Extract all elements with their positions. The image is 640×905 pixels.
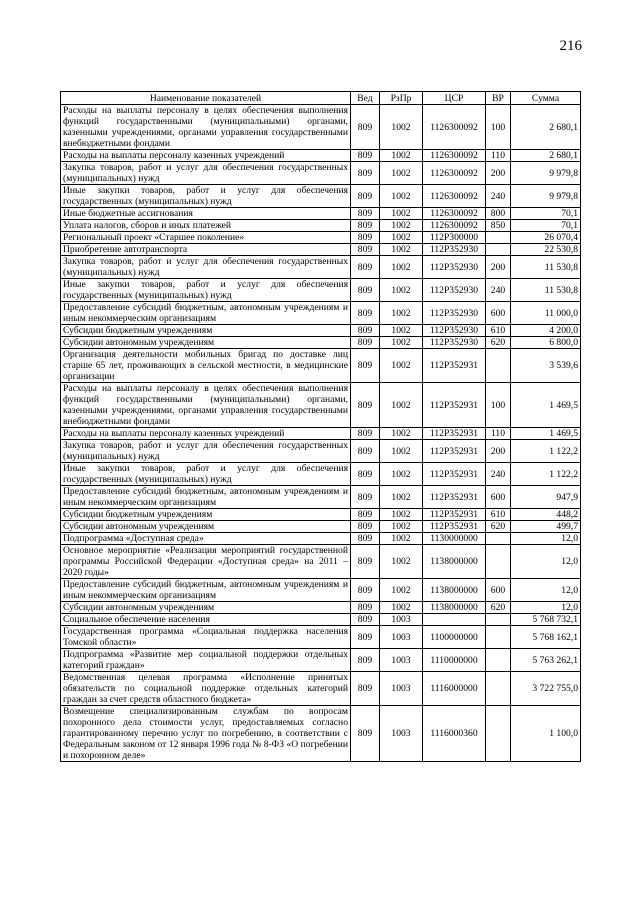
row-name: Ведомственная целевая программа «Исполнение принятых обязательств по социальной поддержке отдельных категорий граждан за счет средств областного бюджета» (61, 672, 351, 706)
row-name: Субсидии автономным учреждениям (61, 602, 351, 614)
row-csr: 1116000000 (423, 672, 486, 706)
row-name: Иные закупки товаров, работ и услуг для обеспечения государственных (муниципальных) нужд (61, 279, 351, 302)
row-sum: 2 680,1 (511, 105, 581, 150)
row-name: Подпрограмма «Развитие мер социальной поддержки отдельных категорий граждан» (61, 649, 351, 672)
row-vr: 600 (486, 579, 511, 602)
row-csr: 1126300092 (423, 185, 486, 208)
row-name: Расходы на выплаты персоналу в целях обеспечения выполнения функций государственными (муниципальными) органами, казенными учреждениями, органами управления государственными внебюджетными фондами (61, 383, 351, 428)
table-row (61, 150, 581, 162)
row-name: Закупка товаров, работ и услуг для обеспечения государственных (муниципальных) нужд (61, 256, 351, 279)
row-rzpr: 1002 (380, 337, 423, 349)
row-ved: 809 (351, 614, 380, 626)
row-sum: 2 680,1 (511, 150, 581, 162)
row-csr: 1126300092 (423, 150, 486, 162)
row-name: Расходы на выплаты персоналу в целях обеспечения выполнения функций государственными (муниципальными) органами, казенными учреждениями, органами управления государственными внебюджетными фондами (61, 105, 351, 150)
row-vr: 620 (486, 337, 511, 349)
row-sum: 9 979,8 (511, 162, 581, 185)
row-rzpr: 1002 (380, 325, 423, 337)
row-rzpr: 1002 (380, 440, 423, 463)
row-rzpr: 1002 (380, 602, 423, 614)
table-row (61, 162, 581, 185)
table-row (61, 463, 581, 486)
table-body (61, 105, 581, 762)
row-ved: 809 (351, 602, 380, 614)
row-rzpr: 1003 (380, 614, 423, 626)
row-ved: 809 (351, 626, 380, 649)
table-row (61, 349, 581, 383)
row-csr: 112P352930 (423, 302, 486, 325)
row-sum: 11 530,8 (511, 256, 581, 279)
row-vr (486, 533, 511, 545)
row-ved: 809 (351, 509, 380, 521)
row-ved: 809 (351, 325, 380, 337)
table-row (61, 185, 581, 208)
row-ved: 809 (351, 649, 380, 672)
row-name: Уплата налогов, сборов и иных платежей (61, 220, 351, 232)
row-sum: 12,0 (511, 533, 581, 545)
row-sum: 6 800,0 (511, 337, 581, 349)
row-rzpr: 1002 (380, 105, 423, 150)
row-csr: 112P352931 (423, 509, 486, 521)
row-ved: 809 (351, 185, 380, 208)
row-ved: 809 (351, 349, 380, 383)
row-sum: 3 722 755,0 (511, 672, 581, 706)
row-name: Закупка товаров, работ и услуг для обеспечения государственных (муниципальных) нужд (61, 162, 351, 185)
table-row (61, 509, 581, 521)
row-ved: 809 (351, 302, 380, 325)
row-sum: 5 763 262,1 (511, 649, 581, 672)
table-row (61, 383, 581, 428)
row-csr: 1138000000 (423, 579, 486, 602)
table-row (61, 602, 581, 614)
row-sum: 70,1 (511, 208, 581, 220)
row-vr (486, 614, 511, 626)
table-row (61, 440, 581, 463)
row-ved: 809 (351, 579, 380, 602)
row-vr: 240 (486, 279, 511, 302)
row-rzpr: 1002 (380, 150, 423, 162)
row-sum: 1 122,2 (511, 463, 581, 486)
row-rzpr: 1002 (380, 486, 423, 509)
row-name: Предоставление субсидий бюджетным, автономным учреждениям и иным некоммерческим организациям (61, 302, 351, 325)
row-vr (486, 626, 511, 649)
table-row (61, 579, 581, 602)
row-vr: 600 (486, 302, 511, 325)
row-ved: 809 (351, 706, 380, 762)
header-vr: ВР (486, 92, 511, 105)
row-ved: 809 (351, 533, 380, 545)
row-sum: 26 070,4 (511, 232, 581, 244)
table-row (61, 220, 581, 232)
row-name: Организация деятельности мобильных бригад по доставке лиц старше 65 лет, проживающих в сельской местности, в медицинские организации (61, 349, 351, 383)
header-ved: Вед (351, 92, 380, 105)
row-rzpr: 1002 (380, 579, 423, 602)
row-csr: 1126300092 (423, 162, 486, 185)
table-row (61, 521, 581, 533)
table-row (61, 337, 581, 349)
table-row (61, 302, 581, 325)
row-ved: 809 (351, 105, 380, 150)
row-vr: 200 (486, 162, 511, 185)
row-csr: 112P352930 (423, 337, 486, 349)
row-sum: 1 100,0 (511, 706, 581, 762)
row-name: Закупка товаров, работ и услуг для обеспечения государственных (муниципальных) нужд (61, 440, 351, 463)
row-sum: 1 469,5 (511, 428, 581, 440)
table-row (61, 256, 581, 279)
row-csr: 112P352931 (423, 428, 486, 440)
row-vr: 110 (486, 150, 511, 162)
header-sum: Сумма (511, 92, 581, 105)
row-csr: 1130000000 (423, 533, 486, 545)
row-rzpr: 1002 (380, 208, 423, 220)
row-vr (486, 244, 511, 256)
row-vr: 610 (486, 509, 511, 521)
row-rzpr: 1002 (380, 185, 423, 208)
row-rzpr: 1002 (380, 463, 423, 486)
row-name: Иные бюджетные ассигнования (61, 208, 351, 220)
row-vr: 100 (486, 105, 511, 150)
row-name: Социальное обеспечение населения (61, 614, 351, 626)
row-name: Субсидии бюджетным учреждениям (61, 325, 351, 337)
row-rzpr: 1002 (380, 220, 423, 232)
table-row (61, 208, 581, 220)
row-ved: 809 (351, 208, 380, 220)
row-name: Государственная программа «Социальная поддержка населения Томской области» (61, 626, 351, 649)
row-csr (423, 614, 486, 626)
table-row (61, 706, 581, 762)
row-ved: 809 (351, 545, 380, 579)
row-csr: 112P352931 (423, 521, 486, 533)
page-number: 216 (559, 38, 582, 54)
row-ved: 809 (351, 256, 380, 279)
row-vr: 200 (486, 440, 511, 463)
row-sum: 70,1 (511, 220, 581, 232)
row-rzpr: 1003 (380, 649, 423, 672)
row-name: Приобретение автотранспорта (61, 244, 351, 256)
row-vr (486, 649, 511, 672)
row-ved: 809 (351, 428, 380, 440)
row-rzpr: 1003 (380, 672, 423, 706)
row-vr: 800 (486, 208, 511, 220)
row-vr: 240 (486, 185, 511, 208)
table-row (61, 428, 581, 440)
row-rzpr: 1002 (380, 162, 423, 185)
row-csr: 112P352931 (423, 383, 486, 428)
row-vr: 240 (486, 463, 511, 486)
row-vr: 620 (486, 602, 511, 614)
row-rzpr: 1002 (380, 383, 423, 428)
table-row (61, 279, 581, 302)
row-name: Подпрограмма «Доступная среда» (61, 533, 351, 545)
row-vr (486, 349, 511, 383)
row-csr: 112P352931 (423, 440, 486, 463)
row-sum: 11 530,8 (511, 279, 581, 302)
row-ved: 809 (351, 232, 380, 244)
row-rzpr: 1002 (380, 244, 423, 256)
row-ved: 809 (351, 150, 380, 162)
row-csr: 112P352931 (423, 463, 486, 486)
header-name: Наименование показателей (61, 92, 351, 105)
table-row (61, 614, 581, 626)
row-sum: 947,9 (511, 486, 581, 509)
row-name: Расходы на выплаты персоналу казенных учреждений (61, 150, 351, 162)
row-vr: 200 (486, 256, 511, 279)
row-csr: 112P352930 (423, 256, 486, 279)
row-sum: 3 539,6 (511, 349, 581, 383)
row-rzpr: 1002 (380, 428, 423, 440)
row-sum: 448,2 (511, 509, 581, 521)
table-row (61, 486, 581, 509)
row-name: Субсидии автономным учреждениям (61, 337, 351, 349)
row-csr: 1100000000 (423, 626, 486, 649)
row-ved: 809 (351, 279, 380, 302)
row-vr: 600 (486, 486, 511, 509)
row-rzpr: 1002 (380, 521, 423, 533)
row-rzpr: 1002 (380, 349, 423, 383)
row-ved: 809 (351, 220, 380, 232)
row-ved: 809 (351, 486, 380, 509)
table-row (61, 626, 581, 649)
row-ved: 809 (351, 337, 380, 349)
row-csr: 1126300092 (423, 220, 486, 232)
row-sum: 4 200,0 (511, 325, 581, 337)
row-sum: 12,0 (511, 579, 581, 602)
row-sum: 11 000,0 (511, 302, 581, 325)
row-name: Расходы на выплаты персоналу казенных учреждений (61, 428, 351, 440)
row-ved: 809 (351, 440, 380, 463)
row-ved: 809 (351, 244, 380, 256)
row-rzpr: 1002 (380, 533, 423, 545)
row-vr: 100 (486, 383, 511, 428)
row-sum: 22 530,8 (511, 244, 581, 256)
row-csr: 1110000000 (423, 649, 486, 672)
row-vr (486, 232, 511, 244)
row-ved: 809 (351, 162, 380, 185)
row-rzpr: 1003 (380, 706, 423, 762)
table-row (61, 649, 581, 672)
row-rzpr: 1002 (380, 279, 423, 302)
row-rzpr: 1002 (380, 509, 423, 521)
row-name: Субсидии бюджетным учреждениям (61, 509, 351, 521)
row-name: Предоставление субсидий бюджетным, автономным учреждениям и иным некоммерческим организациям (61, 486, 351, 509)
row-rzpr: 1002 (380, 232, 423, 244)
row-sum: 1 469,5 (511, 383, 581, 428)
row-csr: 1116000360 (423, 706, 486, 762)
header-csr: ЦСР (423, 92, 486, 105)
row-ved: 809 (351, 463, 380, 486)
table-row (61, 545, 581, 579)
row-csr: 1126300092 (423, 208, 486, 220)
row-sum: 12,0 (511, 545, 581, 579)
budget-table (60, 91, 581, 762)
row-csr: 112P352930 (423, 279, 486, 302)
row-vr (486, 545, 511, 579)
row-csr: 1138000000 (423, 602, 486, 614)
row-rzpr: 1002 (380, 302, 423, 325)
row-sum: 1 122,2 (511, 440, 581, 463)
table-row (61, 325, 581, 337)
row-csr: 112P352931 (423, 349, 486, 383)
header-row (61, 92, 581, 105)
row-sum: 5 768 732,1 (511, 614, 581, 626)
row-rzpr: 1002 (380, 545, 423, 579)
row-sum: 12,0 (511, 602, 581, 614)
row-csr: 1138000000 (423, 545, 486, 579)
row-csr: 112P352931 (423, 486, 486, 509)
row-name: Иные закупки товаров, работ и услуг для обеспечения государственных (муниципальных) нужд (61, 463, 351, 486)
row-sum: 5 768 162,1 (511, 626, 581, 649)
row-name: Иные закупки товаров, работ и услуг для обеспечения государственных (муниципальных) нужд (61, 185, 351, 208)
row-name: Предоставление субсидий бюджетным, автономным учреждениям и иным некоммерческим организациям (61, 579, 351, 602)
row-csr: 1126300092 (423, 105, 486, 150)
table-row (61, 232, 581, 244)
row-ved: 809 (351, 672, 380, 706)
row-name: Возмещение специализированным службам по вопросам похоронного дела стоимости услуг, предоставляемых согласно гарантированному перечню услуг по погребению, в соответствии с Федеральным законом от 12 января 1996 года № 8-ФЗ «О погребении и похоронном деле» (61, 706, 351, 762)
row-vr (486, 672, 511, 706)
row-rzpr: 1002 (380, 256, 423, 279)
row-vr (486, 706, 511, 762)
row-vr: 850 (486, 220, 511, 232)
row-sum: 9 979,8 (511, 185, 581, 208)
row-name: Региональный проект «Старшее поколение» (61, 232, 351, 244)
row-name: Субсидии автономным учреждениям (61, 521, 351, 533)
table-row (61, 533, 581, 545)
row-csr: 112P352930 (423, 325, 486, 337)
header-rzpr: РзПр (380, 92, 423, 105)
row-name: Основное мероприятие «Реализация мероприятий государственной программы Российской Федерации «Доступная среда» на 2011 – 2020 годы» (61, 545, 351, 579)
row-vr: 110 (486, 428, 511, 440)
row-vr: 620 (486, 521, 511, 533)
row-rzpr: 1003 (380, 626, 423, 649)
row-ved: 809 (351, 521, 380, 533)
row-sum: 499,7 (511, 521, 581, 533)
table-row (61, 105, 581, 150)
table-row (61, 244, 581, 256)
row-vr: 610 (486, 325, 511, 337)
row-csr: 112P300000 (423, 232, 486, 244)
table-row (61, 672, 581, 706)
row-csr: 112P352930 (423, 244, 486, 256)
row-ved: 809 (351, 383, 380, 428)
